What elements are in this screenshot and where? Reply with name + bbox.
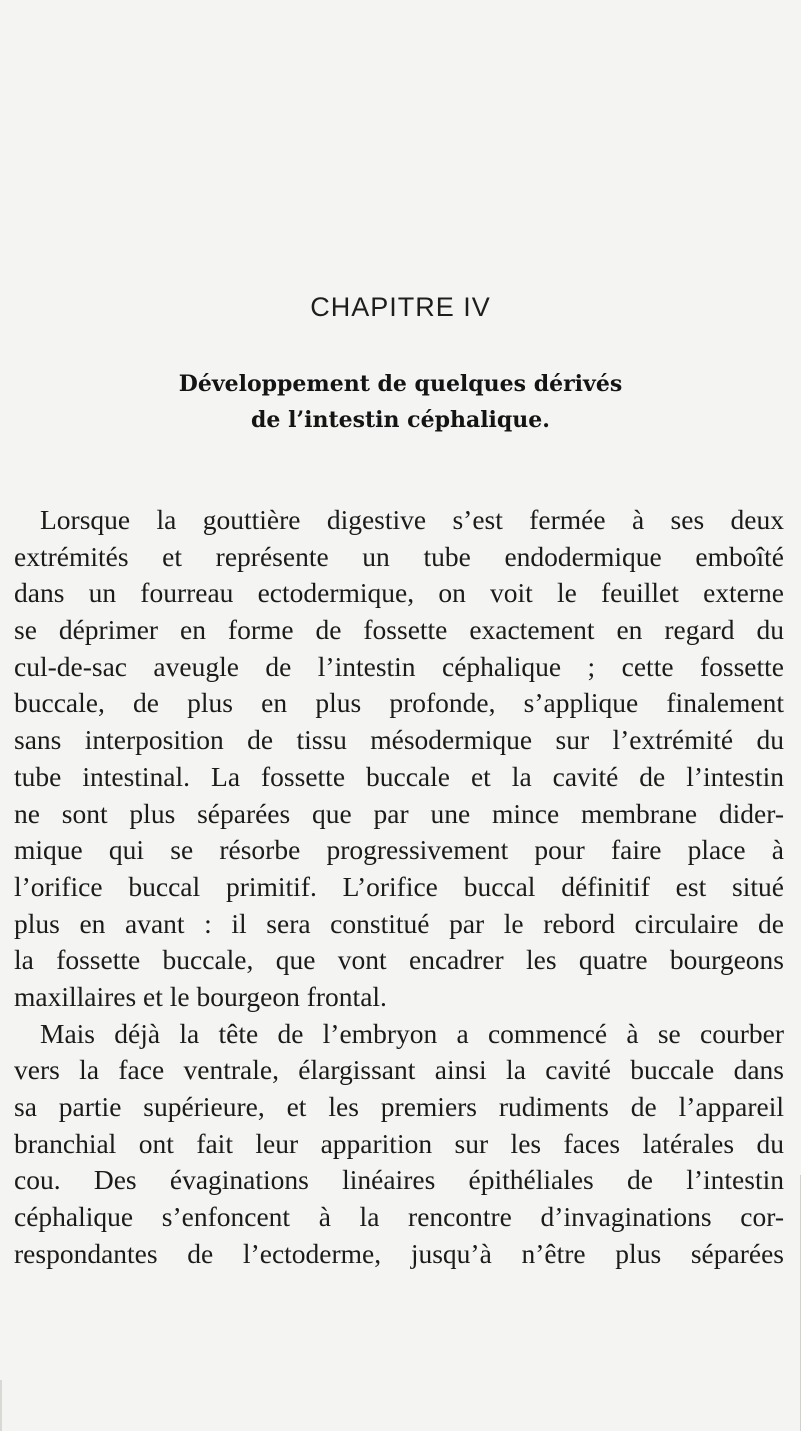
section-title-line-1: Développement de quelques dérivés	[178, 371, 623, 397]
text-line: respondantes de l’ectoderme, jusqu’à n’être plus séparées	[14, 1237, 784, 1269]
text-line: sa partie supérieure, et les premiers rudiments de l’appareil	[14, 1091, 784, 1122]
text-line: sans interposition de tissu mésodermique sur l’extrémité du	[14, 724, 784, 756]
text-line: buccale, de plus en plus profonde, s’applique finalement	[14, 687, 784, 719]
text-line: vers la face ventrale, élargissant ainsi la cavité buccale dans	[14, 1054, 784, 1086]
chapter-heading: CHAPITRE IV	[310, 292, 491, 322]
section-title-line-2: de l’intestin céphalique.	[251, 407, 550, 433]
text-line: mique qui se résorbe progressivement pour faire place à	[14, 834, 784, 866]
text-line: cou. Des évaginations linéaires épithéliales de l’intestin	[14, 1164, 784, 1196]
scan-edge-shadow-left	[0, 1380, 2, 1431]
text-line: dans un fourreau ectodermique, on voit le feuillet externe	[14, 577, 784, 609]
section-title	[0, 366, 801, 438]
text-line: tube intestinal. La fossette buccale et la cavité de l’intestin	[14, 760, 784, 792]
text-line: plus en avant : il sera constitué par le rebord circulaire de	[14, 907, 784, 939]
text-line: extrémités et représente un tube endodermique emboîté	[14, 540, 784, 572]
text-line: Lorsque la gouttière digestive s’est fermée à ses deux	[40, 504, 784, 535]
text-line: la fossette buccale, que vont encadrer les quatre bourgeons	[14, 944, 784, 976]
text-line: l’orifice buccal primitif. L’orifice buccal définitif est situé	[14, 870, 784, 902]
body-text	[14, 502, 784, 1272]
text-line: ne sont plus séparées que par une mince membrane dider-	[14, 797, 784, 829]
paragraph-2	[14, 1016, 784, 1273]
text-line: céphalique s’enfoncent à la rencontre d’invaginations cor-	[14, 1201, 784, 1233]
text-line: Mais déjà la tête de l’embryon a commencé à se courber	[40, 1017, 784, 1049]
paragraph-1	[14, 502, 784, 1016]
text-line: branchial ont fait leur apparition sur les faces latérales du	[14, 1127, 784, 1159]
text-line: cul-de-sac aveugle de l’intestin céphalique ; cette fossette	[14, 650, 784, 682]
text-line: maxillaires et le bourgeon frontal.	[14, 980, 387, 1012]
text-line: se déprimer en forme de fossette exactement en regard du	[14, 614, 784, 646]
